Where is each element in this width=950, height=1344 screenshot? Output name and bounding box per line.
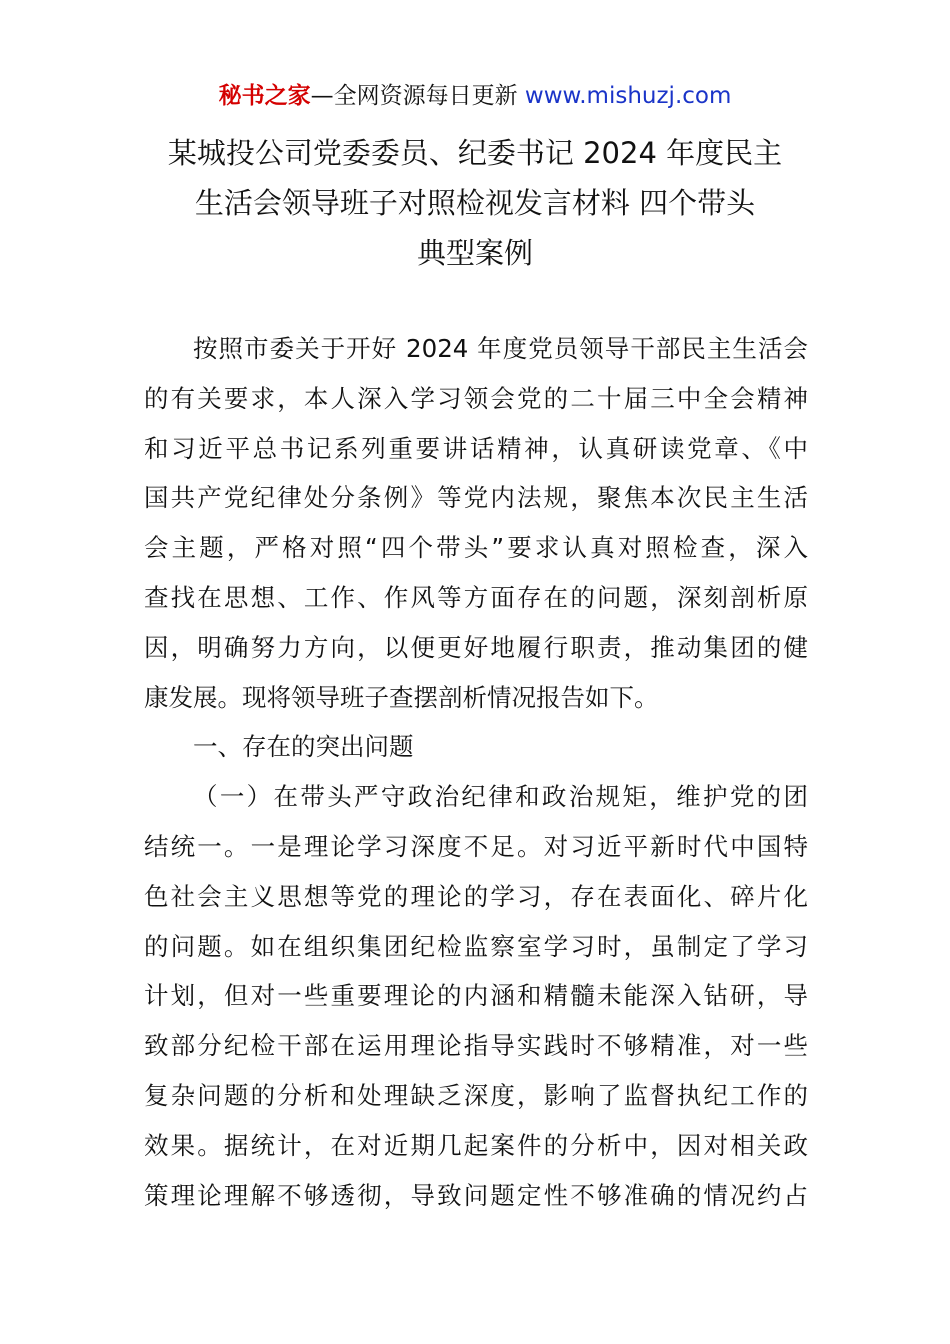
body-paragraph bbox=[144, 772, 808, 1220]
text-line: 因，明确努力方向，以便更好地履行职责，推动集团的健 bbox=[144, 632, 808, 662]
document-body bbox=[144, 324, 808, 1220]
text-line: （一）在带头严守政治纪律和政治规矩，维护党的团 bbox=[193, 782, 808, 812]
document-title bbox=[120, 128, 830, 278]
title-line: 某城投公司党委委员、纪委书记 2024 年度民主 bbox=[167, 136, 783, 170]
text-line: 的问题。如在组织集团纪检监察室学习时，虽制定了学习 bbox=[144, 931, 808, 961]
intro-paragraph bbox=[144, 324, 808, 722]
brand-name: 秘书之家 bbox=[218, 83, 311, 109]
text-line: 策理论理解不够透彻，导致问题定性不够准确的情况约占 bbox=[144, 1180, 808, 1210]
header-tagline: —全网资源每日更新 bbox=[310, 83, 525, 109]
text-line: 的有关要求，本人深入学习领会党的二十届三中全会精神 bbox=[144, 383, 808, 413]
heading-text: 一、存在的突出问题 bbox=[193, 732, 414, 762]
text-line: 康发展。现将领导班子查摆剖析情况报告如下。 bbox=[144, 682, 659, 712]
text-line: 色社会主义思想等党的理论的学习，存在表面化、碎片化 bbox=[144, 881, 808, 911]
text-line: 计划，但对一些重要理论的内涵和精髓未能深入钻研，导 bbox=[144, 981, 808, 1011]
text-line: 会主题，严格对照“四个带头”要求认真对照检查，深入 bbox=[144, 533, 808, 563]
title-line: 典型案例 bbox=[416, 236, 533, 270]
text-line: 国共产党纪律处分条例》等党内法规，聚焦本次民主生活 bbox=[144, 483, 808, 513]
text-line: 按照市委关于开好 2024 年度党员领导干部民主生活会 bbox=[193, 334, 808, 363]
text-line: 结统一。一是理论学习深度不足。对习近平新时代中国特 bbox=[144, 831, 808, 861]
text-line: 致部分纪检干部在运用理论指导实践时不够精准，对一些 bbox=[144, 1031, 808, 1061]
section-heading bbox=[144, 722, 808, 772]
site-header bbox=[0, 80, 950, 112]
text-line: 效果。据统计，在对近期几起案件的分析中，因对相关政 bbox=[144, 1130, 808, 1160]
text-line: 和习近平总书记系列重要讲话精神，认真研读党章、《中 bbox=[144, 433, 808, 463]
text-line: 复杂问题的分析和处理缺乏深度，影响了监督执纪工作的 bbox=[144, 1080, 808, 1110]
site-url-link[interactable]: www.mishuzj.com bbox=[524, 83, 732, 109]
text-line: 查找在思想、工作、作风等方面存在的问题，深刻剖析原 bbox=[144, 582, 808, 612]
title-line: 生活会领导班子对照检视发言材料 四个带头 bbox=[194, 186, 756, 220]
